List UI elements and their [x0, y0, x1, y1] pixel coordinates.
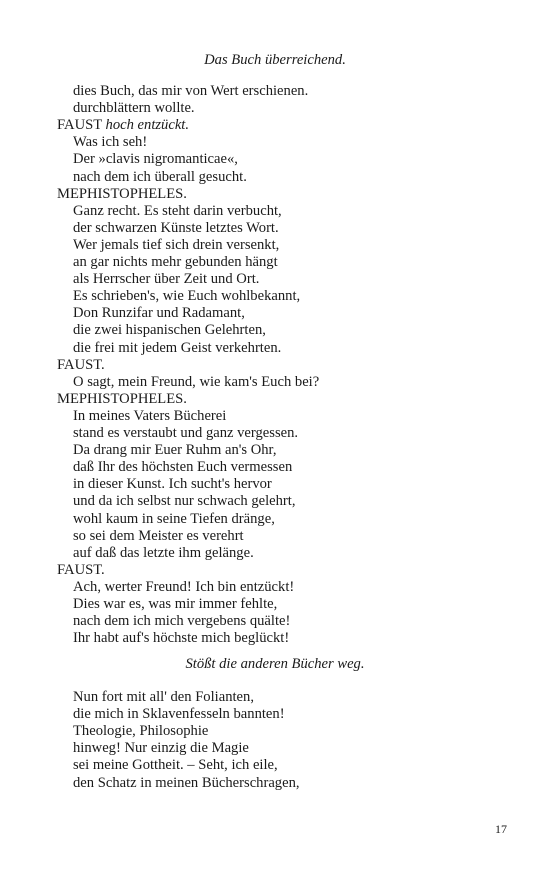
- verse-line: Was ich seh!: [73, 134, 148, 151]
- speaker-line: [57, 357, 105, 374]
- verse-line: Nun fort mit all' den Folianten,: [73, 689, 254, 705]
- speaker-line: [57, 117, 189, 134]
- speaker-name: FAUST.: [57, 561, 105, 578]
- stage-direction-inline: hoch entzückt.: [105, 117, 190, 134]
- page-number: 17: [495, 822, 507, 836]
- verse-line: Dies war es, was mir immer fehlte,: [73, 596, 278, 612]
- verse-line: so sei dem Meister es verehrt: [73, 527, 244, 544]
- verse-line: Wer jemals tief sich drein versenkt,: [73, 236, 280, 253]
- verse-line: in dieser Kunst. Ich sucht's hervor: [73, 476, 272, 493]
- verse-line: als Herrscher über Zeit und Ort.: [73, 271, 260, 288]
- verse-line: auf daß das letzte ihm gelänge.: [73, 544, 254, 561]
- verse-line: nach dem ich überall gesucht.: [73, 168, 247, 185]
- speaker-line: [57, 391, 187, 408]
- speaker-line: [57, 186, 187, 203]
- verse-line: Es schrieben's, wie Euch wohlbekannt,: [73, 288, 301, 305]
- verse-line: den Schatz in meinen Bücherschragen,: [73, 774, 300, 791]
- speaker-line: [57, 562, 105, 579]
- speaker-name: FAUST.: [57, 356, 105, 373]
- verse-line: hinweg! Nur einzig die Magie: [73, 740, 249, 757]
- stage-direction-top: Das Buch überreichend.: [204, 52, 346, 68]
- verse-line: O sagt, mein Freund, wie kam's Euch bei?: [73, 373, 320, 390]
- verse-line: wohl kaum in seine Tiefen dränge,: [73, 510, 275, 527]
- verse-line: Da drang mir Euer Ruhm an's Ohr,: [73, 442, 277, 459]
- verse-line: der schwarzen Künste letztes Wort.: [73, 219, 279, 236]
- verse-line: daß Ihr des höchsten Euch vermessen: [73, 459, 293, 476]
- verse-line: sei meine Gottheit. – Seht, ich eile,: [73, 757, 278, 774]
- verse-line: die frei mit jedem Geist verkehrten.: [73, 339, 282, 356]
- verse-line: die mich in Sklavenfesseln bannten!: [73, 706, 285, 723]
- verse-line: und da ich selbst nur schwach gelehrt,: [73, 493, 296, 510]
- verse-line: an gar nichts mehr gebunden hängt: [73, 254, 278, 270]
- speaker-name: FAUST: [57, 117, 106, 134]
- verse-line: Ganz recht. Es steht darin verbucht,: [73, 202, 282, 219]
- speaker-name: MEPHISTOPHELES.: [57, 185, 187, 202]
- speaker-name: MEPHISTOPHELES.: [57, 390, 187, 407]
- verse-line: durchblättern wollte.: [73, 100, 195, 117]
- verse-line: Ihr habt auf's höchste mich beglückt!: [73, 630, 290, 647]
- stage-direction-mid: Stößt die anderen Bücher weg.: [185, 656, 365, 672]
- verse-line: stand es verstaubt und ganz vergessen.: [73, 425, 299, 441]
- verse-line: dies Buch, das mir von Wert erschienen.: [73, 83, 309, 99]
- verse-line: Der »clavis nigromanticae«,: [73, 151, 238, 168]
- verse-line: Theologie, Philosophie: [73, 723, 209, 740]
- verse-line: nach dem ich mich vergebens quälte!: [73, 613, 291, 630]
- verse-line: Ach, werter Freund! Ich bin entzückt!: [73, 578, 295, 595]
- verse-line: In meines Vaters Bücherei: [73, 407, 227, 424]
- verse-line: Don Runzifar und Radamant,: [73, 305, 245, 322]
- verse-line: die zwei hispanischen Gelehrten,: [73, 322, 266, 339]
